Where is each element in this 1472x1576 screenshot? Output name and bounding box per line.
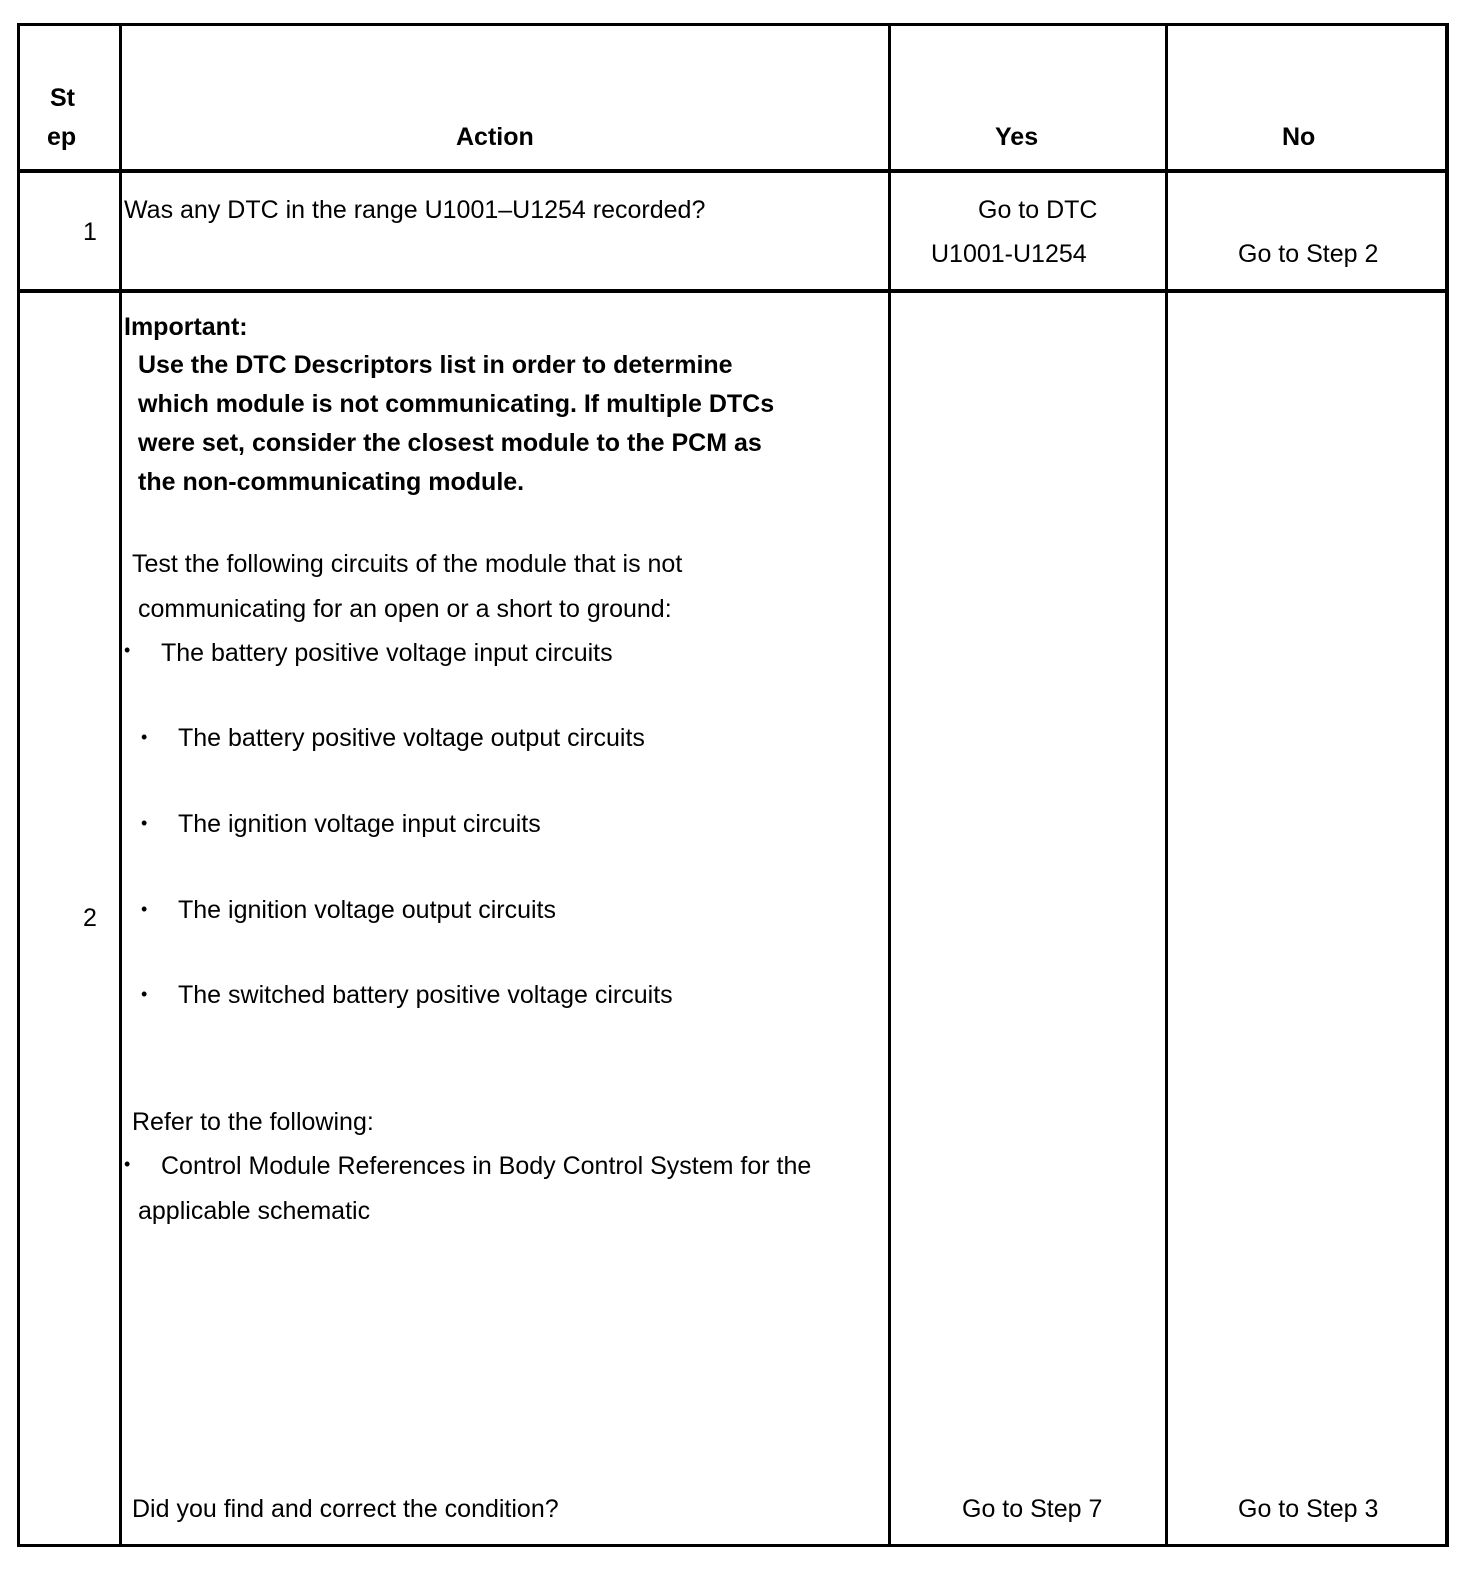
row2-no: Go to Step 3 [1238,1495,1379,1523]
row2-yes: Go to Step 7 [962,1495,1103,1523]
table-border-bottom [17,1544,1449,1547]
header-step-cont: ep [47,123,77,151]
bullet-item: The ignition voltage output circuits [178,896,556,924]
bullet-icon: • [124,640,131,660]
refer-item-cont: applicable schematic [138,1197,371,1225]
row2-step: 2 [83,904,97,932]
header-action: Action [456,123,534,151]
refer-item: Control Module References in Body Control System for the [161,1152,812,1180]
test-instruction: Test the following circuits of the module that is not [132,550,683,578]
important-text: Use the DTC Descriptors list in order to determine [138,351,733,379]
bullet-item: The switched battery positive voltage circuits [178,981,673,1009]
bullet-item: The ignition voltage input circuits [178,810,541,838]
row2-question: Did you find and correct the condition? [132,1495,559,1523]
header-step: St [50,84,75,112]
bullet-icon: • [141,899,148,919]
header-yes: Yes [995,123,1039,151]
important-text: were set, consider the closest module to the PCM as [138,429,762,457]
column-divider-action [888,23,891,1547]
column-divider-step [119,23,122,1547]
important-text: the non-communicating module. [138,468,525,496]
header-divider [17,169,1449,173]
row-divider [17,289,1449,293]
header-no: No [1282,123,1316,151]
test-instruction: communicating for an open or a short to ground: [138,595,672,623]
row1-no: Go to Step 2 [1238,240,1379,268]
row1-yes-code: U1001-U1254 [931,240,1087,268]
important-label: Important: [124,313,248,341]
row1-step: 1 [83,218,97,246]
table-border-top [17,23,1449,26]
important-text: which module is not communicating. If multiple DTCs [138,390,775,418]
column-divider-yes [1165,23,1168,1547]
row1-yes: Go to DTC [978,196,1098,224]
row1-action: Was any DTC in the range U1001–U1254 recorded? [124,196,706,224]
bullet-icon: • [141,727,148,747]
bullet-icon: • [141,984,148,1004]
bullet-icon: • [141,813,148,833]
bullet-item: The battery positive voltage input circuits [161,639,613,667]
table-border-left [17,23,20,1547]
bullet-icon: • [124,1154,131,1174]
refer-label: Refer to the following: [132,1108,374,1136]
bullet-item: The battery positive voltage output circuits [178,724,645,752]
table-border-right [1445,23,1449,1547]
